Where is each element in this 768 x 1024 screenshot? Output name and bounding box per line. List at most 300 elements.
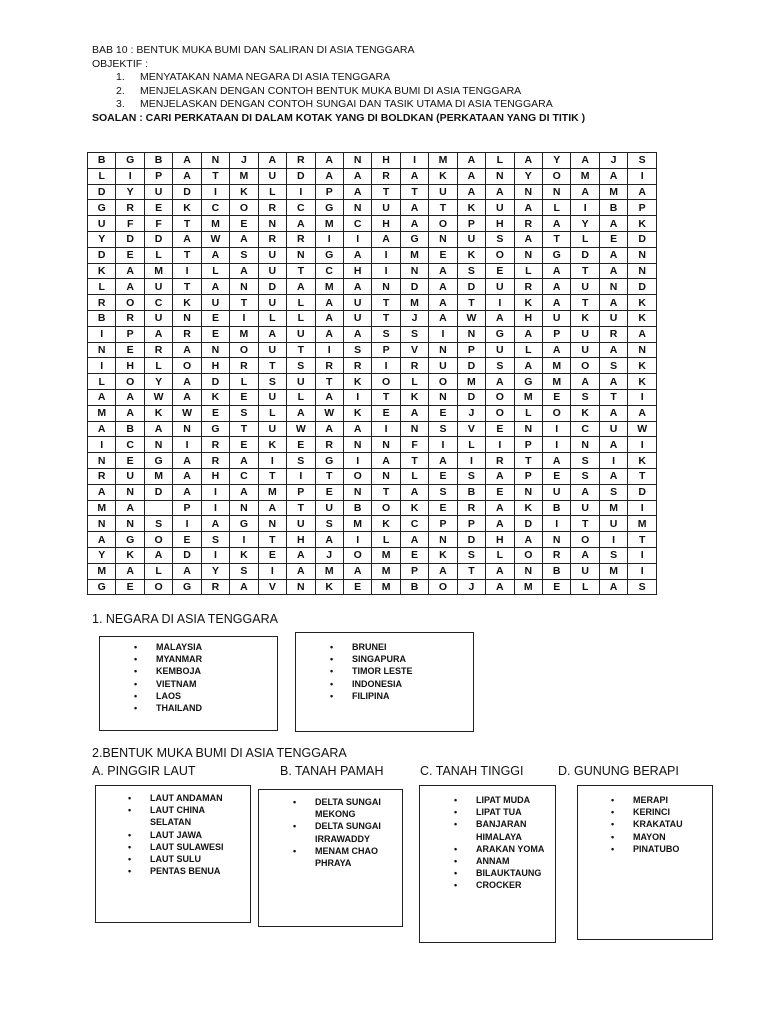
grid-cell: E: [543, 579, 571, 595]
list-item-text: LAUT SULU: [150, 854, 201, 865]
grid-cell: U: [599, 310, 627, 326]
country-list-left: [134, 641, 203, 714]
grid-cell: V: [457, 421, 485, 437]
grid-cell: N: [429, 532, 457, 548]
grid-cell: O: [116, 295, 144, 311]
grid-cell: D: [173, 184, 201, 200]
grid-cell: I: [628, 389, 657, 405]
list-item-text: KERINCI: [633, 807, 671, 818]
grid-cell: M: [144, 263, 172, 279]
grid-cell: U: [429, 184, 457, 200]
list-item-text: LAUT SULAWESI: [150, 841, 224, 852]
list-item-text: LIPAT MUDA: [476, 795, 531, 805]
grid-cell: N: [201, 342, 229, 358]
list-item: [330, 690, 413, 702]
list-item: [454, 855, 551, 867]
grid-cell: I: [230, 310, 258, 326]
grid-cell: D: [88, 247, 116, 263]
grid-cell: C: [315, 263, 343, 279]
grid-cell: P: [144, 168, 172, 184]
grid-cell: T: [543, 231, 571, 247]
grid-cell: A: [571, 184, 599, 200]
grid-cell: K: [429, 547, 457, 563]
grid-row: [88, 153, 657, 169]
grid-cell: W: [457, 310, 485, 326]
grid-cell: A: [88, 532, 116, 548]
grid-cell: I: [543, 516, 571, 532]
list-item: [128, 865, 240, 877]
grid-row: [88, 437, 657, 453]
list-item-text: VIETNAM: [156, 678, 197, 689]
grid-cell: A: [144, 547, 172, 563]
grid-cell: L: [457, 437, 485, 453]
grid-cell: D: [571, 247, 599, 263]
bullet-icon: •: [293, 821, 297, 832]
grid-cell: M: [599, 563, 627, 579]
grid-cell: N: [514, 563, 542, 579]
grid-cell: W: [173, 405, 201, 421]
grid-cell: A: [400, 168, 428, 184]
grid-row: [88, 231, 657, 247]
section2-title: 2.BENTUK MUKA BUMI DI ASIA TENGGARA: [92, 746, 347, 760]
grid-cell: I: [457, 453, 485, 469]
grid-cell: Y: [201, 563, 229, 579]
grid-cell: A: [116, 563, 144, 579]
grid-cell: P: [173, 500, 201, 516]
grid-cell: E: [372, 405, 400, 421]
bullet-icon: •: [128, 854, 132, 865]
grid-cell: S: [486, 358, 514, 374]
list-item-text: ARAKAN YOMA: [476, 843, 545, 854]
grid-cell: A: [400, 200, 428, 216]
grid-cell: I: [287, 468, 315, 484]
grid-cell: M: [201, 216, 229, 232]
grid-cell: T: [372, 484, 400, 500]
grid-cell: A: [315, 295, 343, 311]
grid-cell: A: [315, 389, 343, 405]
grid-cell: R: [372, 168, 400, 184]
grid-cell: O: [144, 532, 172, 548]
list-item: [330, 653, 413, 665]
grid-cell: R: [258, 200, 286, 216]
grid-cell: A: [116, 263, 144, 279]
grid-cell: T: [571, 295, 599, 311]
grid-cell: I: [258, 563, 286, 579]
grid-cell: A: [571, 153, 599, 169]
list-item: [611, 843, 708, 855]
list-item: [454, 806, 551, 818]
grid-cell: K: [429, 168, 457, 184]
grid-cell: A: [429, 263, 457, 279]
grid-cell: I: [173, 437, 201, 453]
bullet-icon: •: [128, 866, 132, 877]
grid-cell: E: [201, 326, 229, 342]
grid-cell: S: [287, 453, 315, 469]
grid-cell: E: [486, 421, 514, 437]
grid-cell: T: [628, 532, 657, 548]
grid-cell: A: [173, 453, 201, 469]
objective-list: [92, 71, 585, 112]
list-item: [454, 879, 551, 891]
grid-cell: S: [571, 468, 599, 484]
grid-cell: U: [571, 563, 599, 579]
grid-cell: A: [543, 342, 571, 358]
grid-cell: M: [514, 579, 542, 595]
grid-cell: M: [599, 500, 627, 516]
grid-cell: I: [173, 516, 201, 532]
grid-cell: R: [514, 279, 542, 295]
grid-cell: C: [287, 200, 315, 216]
grid-cell: A: [571, 547, 599, 563]
grid-cell: A: [287, 279, 315, 295]
grid-cell: J: [230, 153, 258, 169]
grid-cell: D: [144, 231, 172, 247]
grid-cell: O: [486, 247, 514, 263]
grid-cell: D: [457, 389, 485, 405]
grid-cell: N: [400, 421, 428, 437]
grid-cell: U: [599, 421, 627, 437]
grid-cell: S: [230, 405, 258, 421]
grid-cell: M: [372, 579, 400, 595]
grid-cell: I: [486, 437, 514, 453]
grid-row: [88, 389, 657, 405]
grid-cell: S: [486, 231, 514, 247]
grid-cell: I: [628, 437, 657, 453]
grid-cell: A: [543, 295, 571, 311]
section1-title: 1. NEGARA DI ASIA TENGGARA: [92, 612, 278, 626]
grid-cell: U: [571, 500, 599, 516]
grid-cell: M: [372, 547, 400, 563]
grid-cell: D: [287, 168, 315, 184]
grid-cell: M: [258, 484, 286, 500]
grid-cell: L: [287, 310, 315, 326]
grid-cell: R: [201, 437, 229, 453]
grid-cell: T: [571, 263, 599, 279]
grid-cell: R: [315, 358, 343, 374]
grid-cell: W: [201, 231, 229, 247]
list-item-text: THAILAND: [156, 703, 202, 714]
grid-cell: A: [429, 453, 457, 469]
grid-cell: G: [315, 453, 343, 469]
list-item-text: ANNAM: [476, 856, 510, 867]
bullet-icon: •: [134, 703, 138, 714]
grid-cell: P: [457, 516, 485, 532]
grid-cell: M: [571, 168, 599, 184]
list-item: [134, 653, 203, 665]
grid-cell: A: [457, 184, 485, 200]
list-item: [293, 796, 395, 820]
grid-cell: K: [628, 453, 657, 469]
grid-cell: E: [429, 405, 457, 421]
grid-cell: M: [429, 153, 457, 169]
grid-cell: N: [543, 184, 571, 200]
grid-cell: H: [486, 532, 514, 548]
grid-cell: G: [201, 421, 229, 437]
list-item: [330, 641, 413, 653]
grid-cell: E: [543, 389, 571, 405]
grid-cell: U: [571, 326, 599, 342]
grid-cell: I: [201, 500, 229, 516]
grid-cell: U: [258, 389, 286, 405]
objektif-label: OBJEKTIF :: [92, 57, 149, 70]
grid-cell: T: [287, 500, 315, 516]
grid-cell: R: [287, 153, 315, 169]
grid-cell: J: [315, 547, 343, 563]
grid-cell: M: [543, 374, 571, 390]
grid-cell: U: [429, 358, 457, 374]
grid-cell: G: [543, 247, 571, 263]
list-item: [134, 665, 202, 677]
grid-cell: S: [457, 547, 485, 563]
list-item: [293, 820, 395, 844]
grid-cell: W: [144, 389, 172, 405]
grid-cell: D: [400, 279, 428, 295]
grid-cell: T: [400, 184, 428, 200]
grid-cell: A: [628, 326, 657, 342]
grid-row: [88, 453, 657, 469]
grid-row: [88, 216, 657, 232]
grid-cell: A: [201, 247, 229, 263]
grid-cell: Y: [144, 374, 172, 390]
grid-cell: U: [287, 326, 315, 342]
chapter-title: BAB 10 : BENTUK MUKA BUMI DAN SALIRAN DI ASIA TENGGARA: [92, 44, 415, 56]
grid-cell: T: [457, 295, 485, 311]
list-item-text: PINATUBO: [633, 843, 680, 854]
grid-row: [88, 468, 657, 484]
grid-cell: I: [88, 326, 116, 342]
grid-cell: N: [116, 516, 144, 532]
grid-cell: L: [571, 579, 599, 595]
grid-cell: I: [173, 263, 201, 279]
grid-cell: P: [400, 563, 428, 579]
grid-cell: H: [343, 263, 371, 279]
grid-cell: U: [571, 279, 599, 295]
grid-cell: U: [201, 295, 229, 311]
grid-cell: A: [429, 295, 457, 311]
grid-cell: A: [315, 532, 343, 548]
grid-cell: A: [230, 579, 258, 595]
grid-cell: N: [173, 310, 201, 326]
grid-cell: K: [628, 310, 657, 326]
grid-cell: O: [543, 405, 571, 421]
grid-cell: A: [201, 516, 229, 532]
list-item-text: DELTA SUNGAI MEKONG: [315, 797, 381, 820]
list-item: [134, 641, 203, 653]
grid-row: [88, 295, 657, 311]
grid-cell: T: [315, 374, 343, 390]
grid-cell: G: [144, 453, 172, 469]
grid-cell: B: [400, 579, 428, 595]
grid-cell: A: [400, 532, 428, 548]
grid-cell: B: [88, 310, 116, 326]
tanah-pamah-box: [258, 789, 403, 927]
grid-cell: P: [628, 200, 657, 216]
grid-cell: A: [543, 263, 571, 279]
grid-cell: R: [258, 231, 286, 247]
grid-cell: T: [201, 168, 229, 184]
grid-cell: J: [457, 405, 485, 421]
grid-cell: B: [543, 563, 571, 579]
grid-cell: A: [514, 200, 542, 216]
grid-cell: K: [628, 295, 657, 311]
grid-cell: A: [173, 342, 201, 358]
grid-cell: M: [457, 374, 485, 390]
grid-cell: U: [144, 310, 172, 326]
grid-cell: R: [144, 342, 172, 358]
grid-cell: A: [628, 184, 657, 200]
grid-cell: A: [315, 153, 343, 169]
grid-cell: S: [571, 453, 599, 469]
grid-cell: O: [486, 389, 514, 405]
grid-cell: L: [287, 295, 315, 311]
grid-cell: R: [486, 453, 514, 469]
grid-cell: M: [88, 563, 116, 579]
grid-cell: E: [486, 263, 514, 279]
grid-cell: A: [543, 216, 571, 232]
grid-row: [88, 342, 657, 358]
grid-cell: H: [287, 532, 315, 548]
grid-cell: L: [486, 547, 514, 563]
grid-cell: N: [429, 389, 457, 405]
grid-cell: A: [599, 295, 627, 311]
list-item-text: PENTAS BENUA: [150, 866, 221, 877]
grid-cell: I: [343, 532, 371, 548]
grid-cell: A: [144, 326, 172, 342]
list-item-text: BANJARAN HIMALAYA: [476, 819, 527, 842]
grid-cell: A: [173, 374, 201, 390]
grid-cell: L: [258, 184, 286, 200]
grid-cell: N: [628, 247, 657, 263]
grid-cell: T: [628, 468, 657, 484]
grid-cell: E: [400, 547, 428, 563]
grid-cell: N: [173, 421, 201, 437]
grid-cell: N: [258, 216, 286, 232]
grid-cell: M: [88, 405, 116, 421]
grid-cell: P: [457, 216, 485, 232]
grid-cell: K: [258, 437, 286, 453]
list-item-text: CROCKER: [476, 880, 522, 891]
grid-cell: U: [343, 295, 371, 311]
grid-cell: I: [201, 547, 229, 563]
grid-cell: E: [429, 500, 457, 516]
grid-cell: S: [599, 547, 627, 563]
grid-cell: P: [514, 468, 542, 484]
grid-cell: K: [201, 389, 229, 405]
bullet-icon: •: [128, 805, 132, 816]
grid-cell: P: [287, 484, 315, 500]
grid-cell: T: [258, 468, 286, 484]
grid-cell: D: [457, 279, 485, 295]
gunung-berapi-list: [611, 794, 708, 855]
category-b-label: B. TANAH PAMAH: [280, 764, 384, 778]
pinggir-laut-box: [95, 785, 251, 923]
grid-cell: A: [173, 389, 201, 405]
grid-cell: K: [628, 216, 657, 232]
grid-cell: K: [343, 374, 371, 390]
grid-cell: I: [258, 453, 286, 469]
grid-cell: N: [457, 326, 485, 342]
grid-cell: A: [400, 405, 428, 421]
grid-cell: N: [486, 168, 514, 184]
grid-row: [88, 516, 657, 532]
grid-cell: C: [201, 200, 229, 216]
grid-cell: G: [116, 532, 144, 548]
grid-cell: I: [343, 231, 371, 247]
grid-cell: O: [429, 374, 457, 390]
grid-cell: T: [372, 295, 400, 311]
bullet-icon: •: [330, 666, 334, 677]
bullet-icon: •: [611, 807, 615, 818]
grid-cell: N: [287, 247, 315, 263]
country-box-right: [295, 632, 474, 732]
grid-cell: O: [173, 358, 201, 374]
grid-cell: K: [571, 405, 599, 421]
grid-cell: M: [628, 516, 657, 532]
grid-cell: R: [400, 358, 428, 374]
grid-cell: A: [571, 374, 599, 390]
grid-cell: A: [116, 279, 144, 295]
bullet-icon: •: [134, 666, 138, 677]
grid-row: [88, 247, 657, 263]
grid-cell: S: [457, 468, 485, 484]
grid-cell: A: [173, 468, 201, 484]
grid-cell: E: [230, 389, 258, 405]
grid-cell: A: [372, 453, 400, 469]
grid-cell: N: [230, 279, 258, 295]
grid-cell: S: [457, 263, 485, 279]
grid-cell: A: [343, 279, 371, 295]
grid-cell: C: [144, 295, 172, 311]
grid-cell: R: [599, 326, 627, 342]
grid-cell: A: [173, 563, 201, 579]
list-item: [128, 804, 240, 828]
grid-cell: Y: [514, 168, 542, 184]
grid-cell: O: [116, 374, 144, 390]
grid-row: [88, 310, 657, 326]
bullet-icon: •: [454, 843, 458, 854]
grid-cell: G: [173, 579, 201, 595]
grid-cell: D: [258, 279, 286, 295]
grid-cell: R: [457, 500, 485, 516]
grid-cell: A: [514, 358, 542, 374]
grid-cell: O: [372, 500, 400, 516]
grid-cell: H: [201, 468, 229, 484]
grid-cell: K: [628, 358, 657, 374]
grid-cell: D: [116, 231, 144, 247]
grid-cell: T: [400, 453, 428, 469]
country-list-right: [330, 641, 413, 702]
grid-cell: T: [230, 295, 258, 311]
grid-cell: R: [88, 295, 116, 311]
grid-cell: T: [230, 421, 258, 437]
grid-cell: L: [88, 279, 116, 295]
grid-cell: O: [343, 547, 371, 563]
grid-cell: M: [400, 247, 428, 263]
grid-cell: O: [429, 579, 457, 595]
grid-cell: N: [88, 453, 116, 469]
bullet-icon: •: [134, 690, 138, 701]
list-item: [128, 841, 240, 853]
grid-cell: A: [486, 579, 514, 595]
grid-cell: S: [400, 326, 428, 342]
grid-cell: A: [543, 453, 571, 469]
grid-cell: A: [457, 168, 485, 184]
grid-cell: A: [258, 153, 286, 169]
grid-cell: R: [230, 358, 258, 374]
grid-cell: E: [599, 231, 627, 247]
grid-cell: I: [201, 184, 229, 200]
grid-cell: E: [258, 547, 286, 563]
